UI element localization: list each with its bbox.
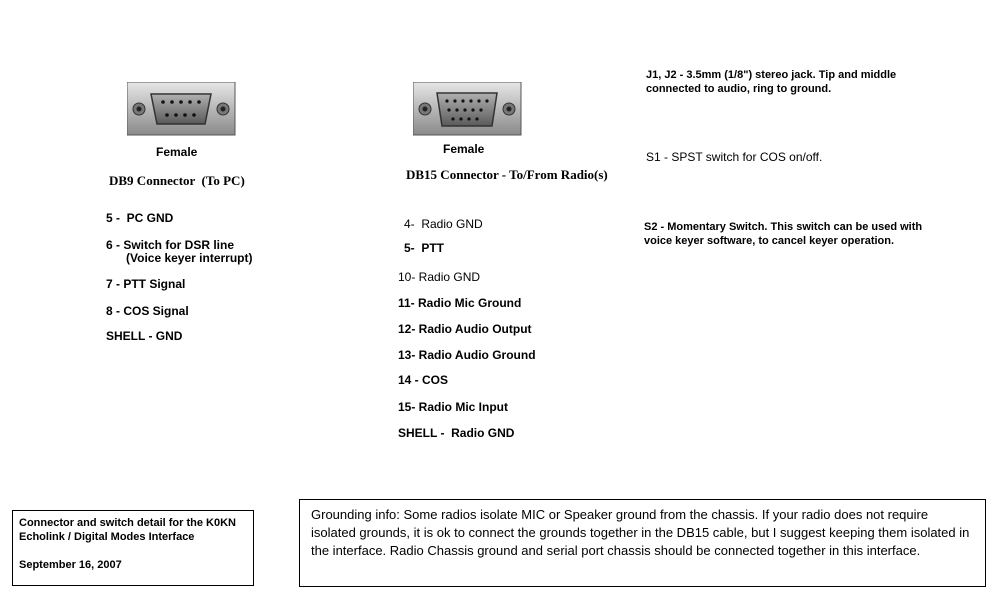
caption-box [12,510,254,586]
db9-title: DB9 Connector (To PC) [109,173,245,188]
db15-pin-11: 11- Radio Mic Ground [398,296,522,310]
db15-pin-5: 5- PTT [404,241,445,255]
db9-connector-icon [127,82,239,137]
db15-pin-12: 12- Radio Audio Output [398,322,532,336]
db15-shell: SHELL - Radio GND [398,426,515,440]
db15-pin-10: 10- Radio GND [398,270,481,284]
s1-note: S1 - SPST switch for COS on/off. [646,150,823,164]
db9-pin-6-detail: (Voice keyer interrupt) [106,251,253,265]
db9-gender-label: Female [156,145,198,159]
db9-pin-7: 7 - PTT Signal [106,277,186,291]
j1-j2-note: J1, J2 - 3.5mm (1/8") stereo jack. Tip and middle connected to audio, ring to ground. [646,69,897,95]
db15-pin-15: 15- Radio Mic Input [398,400,509,414]
db15-pin-14: 14 - COS [398,373,449,387]
db15-title: DB15 Connector - To/From Radio(s) [406,167,608,182]
db9-pin-5: 5 - PC GND [106,211,174,225]
s2-note: S2 - Momentary Switch. This switch can be used with voice keyer software, to cancel keyer operation. [644,221,923,247]
caption-line-1: Connector and switch detail for the K0KN [19,517,236,529]
grounding-info-box [299,499,986,587]
db15-pin-13: 13- Radio Audio Ground [398,348,536,362]
db15-connector-icon [413,82,525,137]
db15-pin-4: 4- Radio GND [404,217,483,231]
db9-pin-6: 6 - Switch for DSR line [106,238,235,252]
caption-line-2: Echolink / Digital Modes Interface [19,531,195,543]
db15-gender-label: Female [443,142,485,156]
db9-shell: SHELL - GND [106,329,183,343]
caption-date: September 16, 2007 [19,559,122,571]
db9-pin-8: 8 - COS Signal [106,304,189,318]
grounding-info-text: Grounding info: Some radios isolate MIC or Speaker ground from the chassis. If your radio does not require isolated grounds, it is ok to connect the grounds together in the DB15 cable, but I suggest keeping them isolated in the interface. Radio Chassis ground and serial port chassis should be connected together in this interface. [311,507,970,558]
